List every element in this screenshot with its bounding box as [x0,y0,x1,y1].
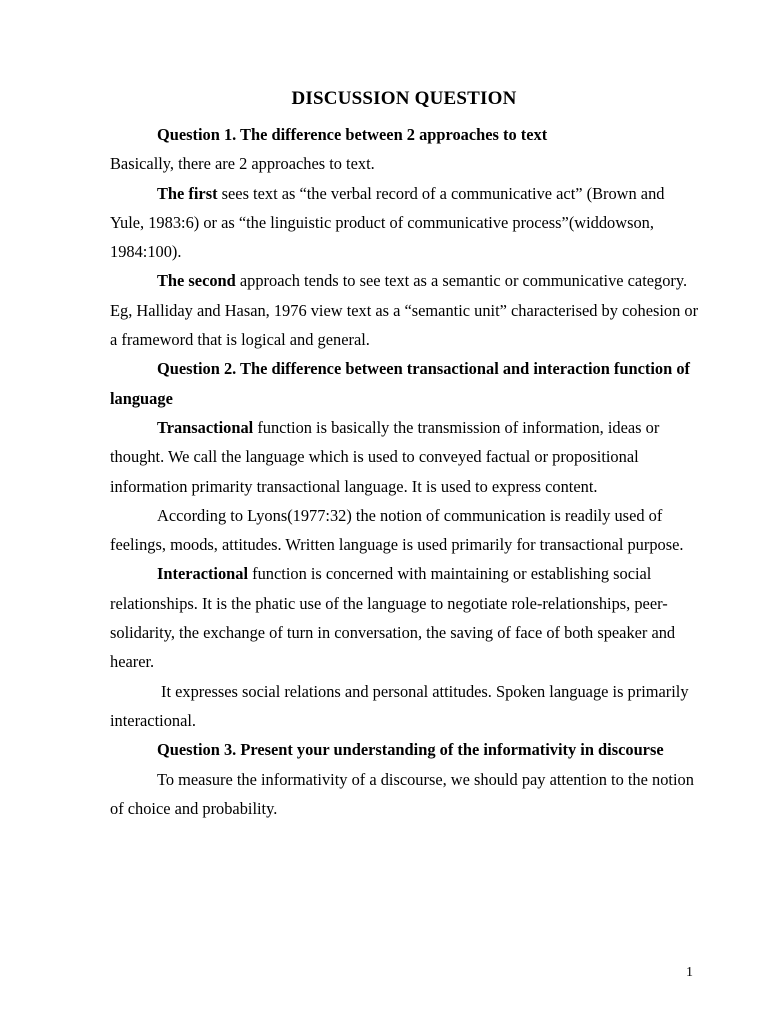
paragraph-second-approach [110,266,700,354]
question-2-heading: Question 2. The difference between transactional and interaction function of language [110,359,690,408]
question-1-heading: Question 1. The difference between 2 approaches to text [157,125,548,144]
second-approach-text: approach tends to see text as a semantic or communicative category. Eg, Halliday and Hasan, 1976 view text as a “semantic unit” characterised by cohesion or a frameword that is logical and general. [110,271,699,350]
interactional-text: function is concerned with maintaining or establishing social relationships. It is the phatic use of the language to negotiate role-relationships, peer-solidarity, the exchange of turn in conversation, the saving of face of both speaker and hearer. [110,564,676,672]
first-approach-label: The first [157,183,218,203]
paragraph-transactional [110,413,700,501]
paragraph-lyons: According to Lyons(1977:32) the notion of communication is readily used of feelings, moods, attitudes. Written language is used primarily for transactional purpose. [110,505,684,555]
paragraph-interactional [110,559,700,676]
paragraph-informativity: To measure the informativity of a discourse, we should pay attention to the notion of choice and probability. [110,769,694,818]
document-title: DISCUSSION QUESTION [291,88,517,109]
paragraph-social-relations: It expresses social relations and personal attitudes. Spoken language is primarily interactional. [110,681,689,730]
transactional-label: Transactional [157,417,254,437]
question-3-heading: Question 3. Present your understanding of the informativity in discourse [157,740,664,760]
transactional-text: function is basically the transmission of information, ideas or thought. We call the language which is used to conveyed factual or propositional information primarity transactional language. It is used to express content. [110,417,660,496]
page-number: 1 [686,965,693,980]
first-approach-text: sees text as “the verbal record of a communicative act” (Brown and Yule, 1983:6) or as “the linguistic product of communicative process”(widdowson, 1984:100). [110,183,665,262]
question-1-intro: Basically, there are 2 approaches to text. [110,154,375,174]
document-body [110,120,700,823]
interactional-label: Interactional [157,564,249,584]
paragraph-first-approach [110,179,700,267]
second-approach-label: The second [157,271,236,291]
